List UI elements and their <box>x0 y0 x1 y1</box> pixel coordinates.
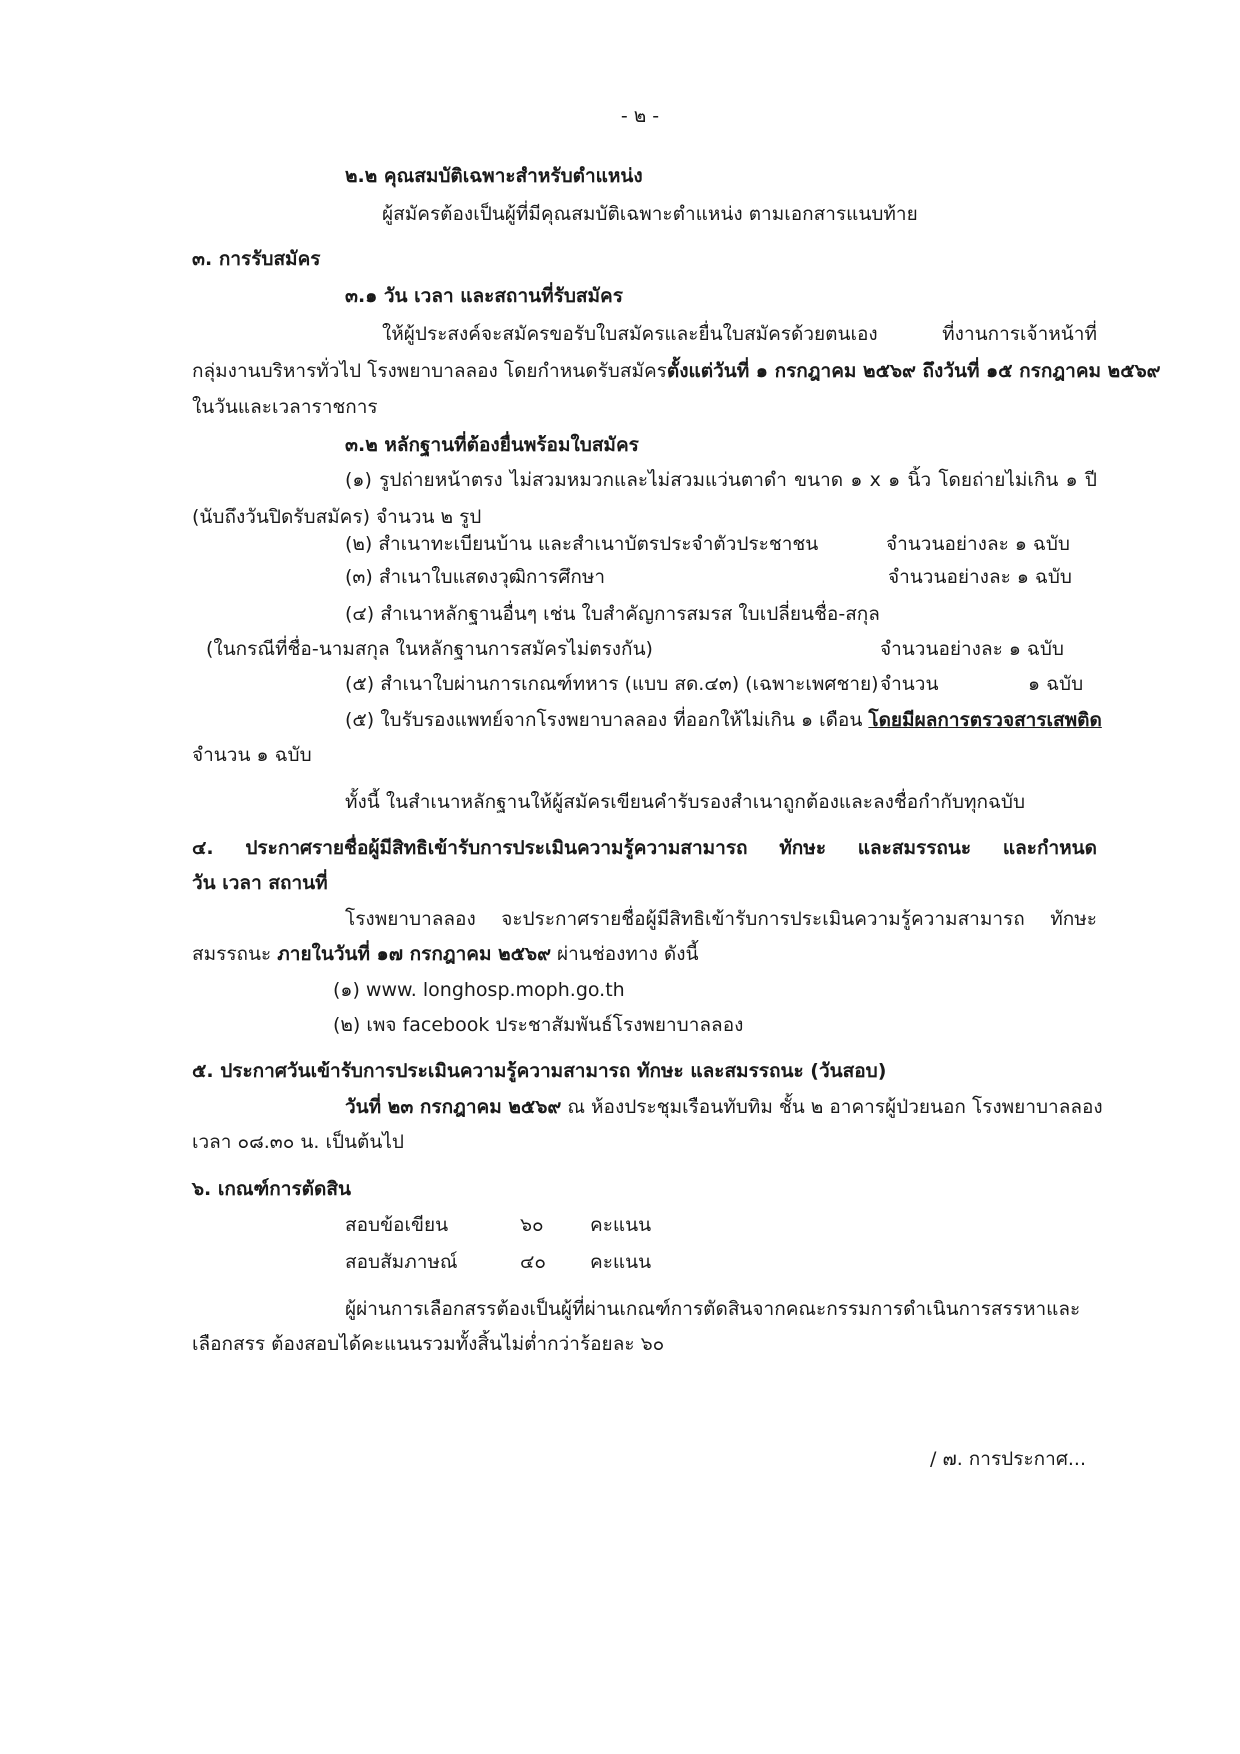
item-4-qty: จำนวนอย่างละ ๑ ฉบับ <box>880 638 1064 660</box>
section-4-heading-line1: ๔. ประกาศรายชื่อผู้มีสิทธิเข้ารับการประเมินความรู้ความสามารถ ทักษะ และสมรรถนะ และกำหนด <box>192 837 1097 859</box>
section-3-1-line2 <box>192 357 1161 385</box>
section-3-heading: ๓. การรับสมัคร <box>192 248 321 270</box>
section-5-line2: เวลา ๐๘.๓๐ น. เป็นต้นไป <box>192 1131 404 1153</box>
section-5-heading: ๕. ประกาศวันเข้ารับการประเมินความรู้ความสามารถ ทักษะ และสมรรถนะ (วันสอบ) <box>192 1060 887 1082</box>
section-6-line2: เลือกสรร ต้องสอบได้คะแนนรวมทั้งสิ้นไม่ต่ำกว่าร้อยละ ๖๐ <box>192 1333 665 1355</box>
section-3-1-heading: ๓.๑ วัน เวลา และสถานที่รับสมัคร <box>345 285 623 307</box>
line2-a: สมรรถนะ <box>192 943 278 965</box>
drug-test-requirement: โดยมีผลการตรวจสารเสพติด <box>868 709 1102 731</box>
continuation-marker: / ๗. การประกาศ... <box>930 1448 1087 1470</box>
item-3-text: (๓) สำเนาใบแสดงวุฒิการศึกษา <box>345 566 606 588</box>
score-row-interview-unit: คะแนน <box>590 1251 652 1273</box>
section-4-heading-line2: วัน เวลา สถานที่ <box>192 872 328 894</box>
item-1-line2: (นับถึงวันปิดรับสมัคร) จำนวน ๒ รูป <box>192 506 482 528</box>
exam-date: วันที่ ๒๓ กรกฎาคม ๒๕๖๙ <box>345 1096 562 1118</box>
channel-website: (๑) www. longhosp.moph.go.th <box>333 979 625 1001</box>
section-6-heading: ๖. เกณฑ์การตัดสิน <box>192 1178 351 1200</box>
section-4-line1: โรงพยาบาลลอง จะประกาศรายชื่อผู้มีสิทธิเข้ารับการประเมินความรู้ความสามารถ ทักษะ <box>345 908 1097 930</box>
section-5-line1 <box>345 1093 1103 1121</box>
application-period: ตั้งแต่วันที่ ๑ กรกฎาคม ๒๕๖๙ ถึงวันที่ ๑๕ กรกฎาคม ๒๕๖๙ <box>666 360 1161 382</box>
item-1-line1: (๑) รูปถ่ายหน้าตรง ไม่สวมหมวกและไม่สวมแว่นตาดำ ขนาด ๑ x ๑ นิ้ว โดยถ่ายไม่เกิน ๑ ปี <box>345 469 1097 491</box>
line2-c: ผ่านช่องทาง ดังนี้ <box>551 943 699 965</box>
score-row-interview-score: ๔๐ <box>520 1251 546 1273</box>
section-2-2-heading: ๒.๒ คุณสมบัติเฉพาะสำหรับตำแหน่ง <box>345 165 643 187</box>
section-6-line1: ผู้ผ่านการเลือกสรรต้องเป็นผู้ที่ผ่านเกณฑ์การตัดสินจากคณะกรรมการดำเนินการสรรหาและ <box>345 1298 1081 1320</box>
score-row-written-unit: คะแนน <box>590 1214 652 1236</box>
score-row-written-label: สอบข้อเขียน <box>345 1214 449 1236</box>
page-number: - ๒ - <box>620 105 660 127</box>
item-6-line2: จำนวน ๑ ฉบับ <box>192 744 312 766</box>
section-4-line2 <box>192 940 699 968</box>
section-3-2-heading: ๓.๒ หลักฐานที่ต้องยื่นพร้อมใบสมัคร <box>345 434 639 456</box>
item-5-qty-label: จำนวน <box>880 673 939 695</box>
item-6-line1 <box>345 706 1102 734</box>
score-row-interview-label: สอบสัมภาษณ์ <box>345 1251 458 1273</box>
item-5-text: (๕) สำเนาใบผ่านการเกณฑ์ทหาร (แบบ สด.๔๓) (เฉพาะเพศชาย) <box>345 673 879 695</box>
item-4-line1: (๔) สำเนาหลักฐานอื่นๆ เช่น ใบสำคัญการสมรส ใบเปลี่ยนชื่อ-สกุล <box>345 603 880 625</box>
exam-venue: ณ ห้องประชุมเรือนทับทิม ชั้น ๒ อาคารผู้ป่วยนอก โรงพยาบาลลอง <box>561 1096 1103 1118</box>
announcement-date: ภายในวันที่ ๑๗ กรกฎาคม ๒๕๖๙ <box>277 943 551 965</box>
line2-normal: กลุ่มงานบริหารทั่วไป โรงพยาบาลลอง โดยกำหนดรับสมัคร <box>192 360 667 382</box>
item-2-qty: จำนวนอย่างละ ๑ ฉบับ <box>886 533 1070 555</box>
section-3-1-line3: ในวันและเวลาราชการ <box>192 396 378 418</box>
item-6-text: (๕) ใบรับรองแพทย์จากโรงพยาบาลลอง ที่ออกให้ไม่เกิน ๑ เดือน <box>345 709 863 731</box>
certification-note: ทั้งนี้ ในสำเนาหลักฐานให้ผู้สมัครเขียนคำรับรองสำเนาถูกต้องและลงชื่อกำกับทุกฉบับ <box>345 791 1026 813</box>
section-2-2-text: ผู้สมัครต้องเป็นผู้ที่มีคุณสมบัติเฉพาะตำแหน่ง ตามเอกสารแนบท้าย <box>382 203 918 225</box>
section-3-1-line1: ให้ผู้ประสงค์จะสมัครขอรับใบสมัครและยื่นใบสมัครด้วยตนเอง ที่งานการเจ้าหน้าที่ <box>382 323 1097 345</box>
item-5-qty: ๑ ฉบับ <box>1028 673 1084 695</box>
item-3-qty: จำนวนอย่างละ ๑ ฉบับ <box>888 566 1072 588</box>
score-row-written-score: ๖๐ <box>520 1214 544 1236</box>
channel-facebook: (๒) เพจ facebook ประชาสัมพันธ์โรงพยาบาลลอง <box>333 1014 744 1036</box>
item-4-line2: (ในกรณีที่ชื่อ-นามสกุล ในหลักฐานการสมัครไม่ตรงกัน) <box>206 638 653 660</box>
item-2-text: (๒) สำเนาทะเบียนบ้าน และสำเนาบัตรประจำตัวประชาชน <box>345 533 819 555</box>
